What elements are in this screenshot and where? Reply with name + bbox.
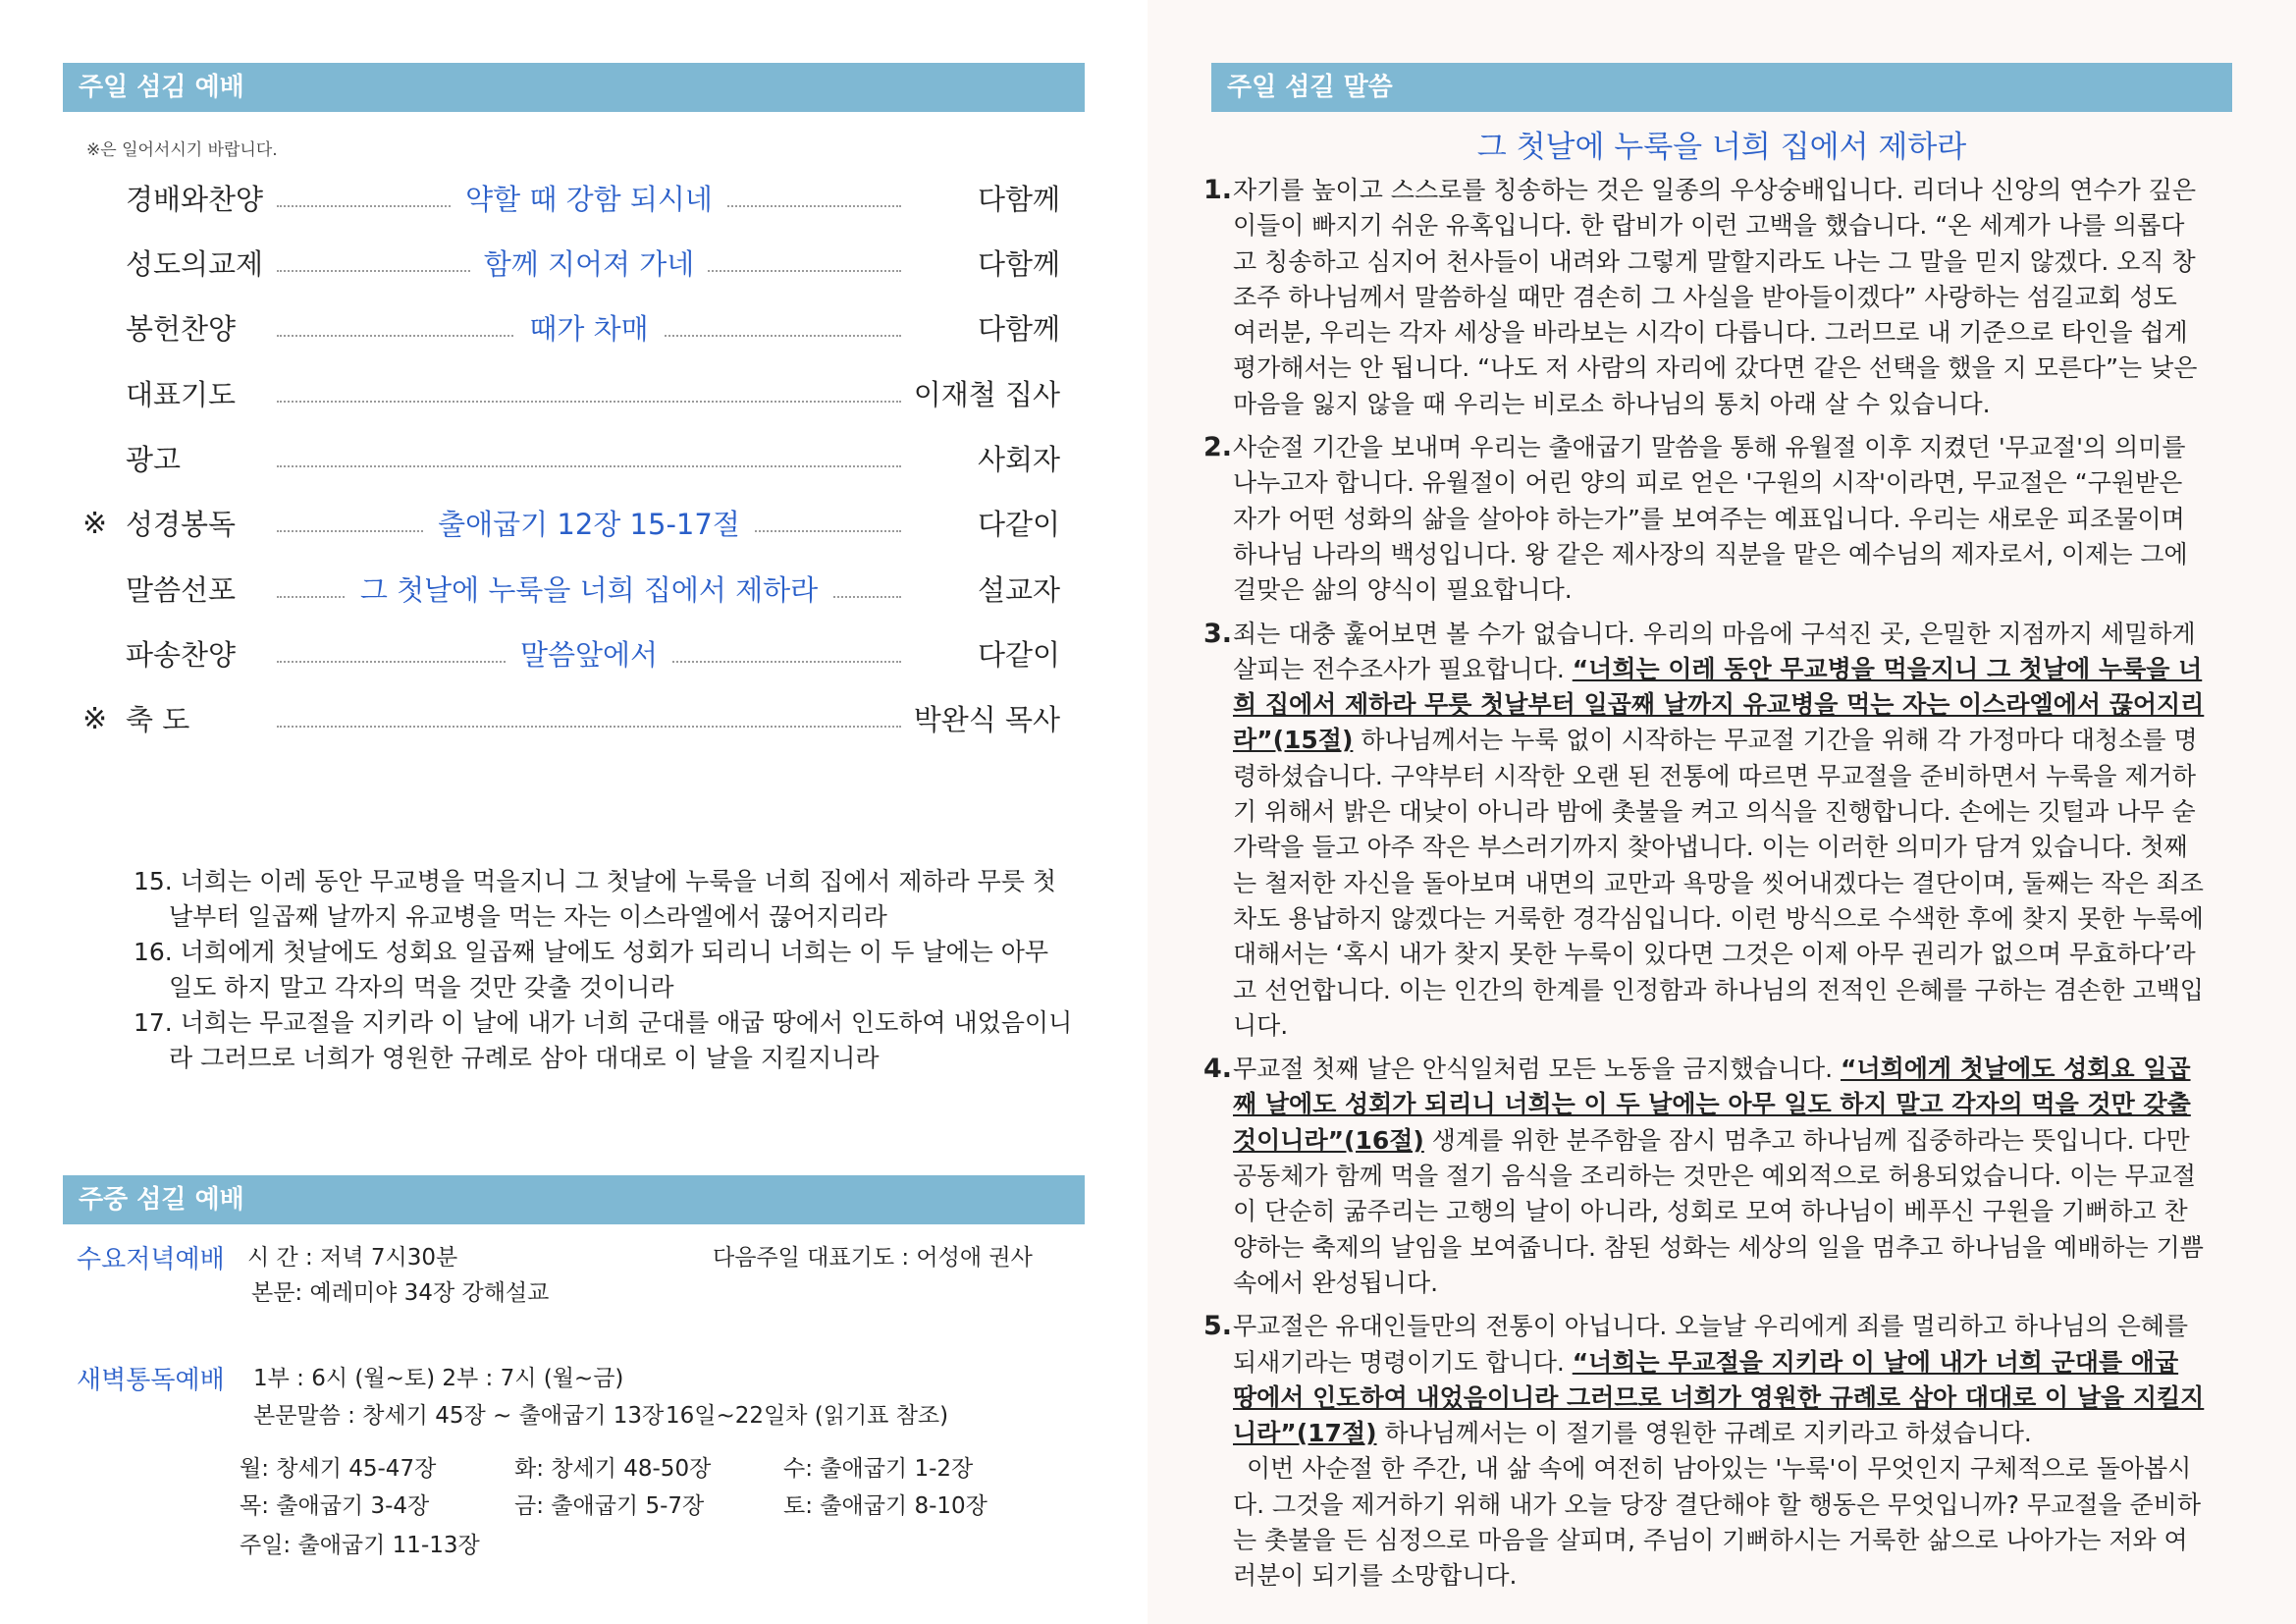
stand-note: ※은 일어서시기 바랍니다. (86, 140, 278, 160)
order-label: 성도의교제 (126, 247, 264, 281)
order-row (82, 180, 1060, 223)
dawn-label: 새벽통독예배 (77, 1366, 225, 1395)
order-row (82, 244, 1060, 288)
point-text-cont: 하나님께서는 누룩 없이 시작하는 무교절 기간을 위해 각 가정마다 대청소를 명령하셨습니다. 구약부터 시작한 오랜 된 전통에 따르면 무교절을 준비하면서 누룩을 제거하기 위해서 밝은 대낮이 아니라 밤에 촛불을 켜고 의식을 진행합니다. 손에는 깃털과 나무 숟가락을 들고 아주 작은 부스러기까지 찾아냅니다. 이는 이러한 의미가 담겨 있습니다. 첫째는 철저한 자신을 돌아보며 내면의 교만과 욕망을 씻어내겠다는 결단이며, 둘째는 작은 죄조차도 용납하지 않겠다는 거룩한 경각심입니다. 이런 방식으로 수색한 후에 찾지 못한 누룩에 대해서는 ‘혹시 내가 찾지 못한 누룩이 있다면 그것은 이제 아무 권리가 없으며 무효하다’라고 선언합니다. 이는 인간의 한계를 인정함과 하나님의 전적인 은혜를 구하는 겸손한 고백입니다. (1233, 726, 2204, 1040)
order-title-wrap (277, 180, 901, 219)
point-text: 사순절 기간을 보내며 우리는 출애굽기 말씀을 통해 유월절 이후 지켰던 '무교절'의 의미를 나누고자 합니다. 유월절이 어린 양의 피로 얻은 '구원의 시작'이라면, 무교절은 “구원받은 자가 어떤 성화의 삶을 살아야 하는가”를 보여주는 예표입니다. 우리는 새로운 피조물이며 하나님 나라의 백성입니다. 왕 같은 제사장의 직분을 맡은 예수님의 제자로서, 이제는 그에 걸맞은 삶의 양식이 필요합니다. (1233, 433, 2188, 605)
schedule-wed: 수: 출애굽기 1-2장 (783, 1456, 974, 1482)
order-label: 경배와찬양 (126, 183, 264, 216)
sermon-point (1203, 430, 2205, 608)
point-number: 1. (1203, 175, 1233, 205)
point-number: 3. (1203, 618, 1233, 649)
wednesday-time: 시 간 : 저녁 7시30분 (247, 1245, 458, 1271)
schedule-mon: 월: 창세기 45-47장 (240, 1456, 437, 1482)
order-label: 축 도 (126, 703, 190, 736)
order-title-wrap (277, 570, 901, 610)
schedule-sat: 토: 출애굽기 8-10장 (783, 1493, 988, 1519)
scripture-quote: “너희는 무교절을 지키라 이 날에 내가 너희 군대를 애굽 땅에서 인도하여 내었음이니라 그러므로 너희가 영원한 규례로 삼아 대대로 이 날을 지킬지니라”(17절) (1233, 1347, 2205, 1448)
scripture-quote: “너희는 이레 동안 무교병을 먹을지니 그 첫날에 누룩을 너희 집에서 제하라 무릇 첫날부터 일곱째 날까지 유교병을 먹는 자는 이스라엘에서 끊어지리라”(15절) (1233, 654, 2205, 755)
schedule-fri: 금: 출애굽기 5-7장 (514, 1493, 705, 1519)
sermon-point (1203, 173, 2205, 422)
point-text-cont: 하나님께서는 이 절기를 영원한 규례로 지키라고 하셨습니다. (1376, 1419, 2032, 1448)
order-row (82, 505, 1060, 548)
order-row (82, 700, 1060, 743)
dawn-days: 16일~22일차 (읽기표 참조) (666, 1403, 949, 1429)
dotted-leader (277, 401, 901, 403)
order-title: 함께 지어져 가네 (470, 247, 709, 281)
verse-16: 16. 너희에게 첫날에도 성회요 일곱째 날에도 성회가 되리니 너희는 이 두 날에는 아무 일도 하지 말고 각자의 먹을 것만 갖출 것이니라 (133, 938, 1049, 1001)
order-row (82, 375, 1060, 418)
point-text: 자기를 높이고 스스로를 칭송하는 것은 일종의 우상숭배입니다. 리더나 신앙의 연수가 깊은 이들이 빠지기 쉬운 유혹입니다. 한 랍비가 이런 고백을 했습니다. “온 세계가 나를 의롭다고 칭송하고 심지어 천사들이 내려와 그렇게 말할지라도 나는 그 말을 믿지 않겠다. 오직 창조주 하나님께서 말씀하실 때만 겸손히 그 사실을 받아들이겠다” 사랑하는 섬길교회 성도 여러분, 우리는 각자 세상을 바라보는 시각이 다릅니다. 그러므로 내 기준으로 타인을 쉽게 평가해서는 안 됩니다. “나도 저 사람의 자리에 갔다면 같은 선택을 했을 지 모른다”는 낮은 마음을 잃지 않을 때 우리는 비로소 하나님의 통치 아래 살 수 있습니다. (1233, 176, 2198, 418)
point-text: 죄는 대충 훑어보면 볼 수가 없습니다. 우리의 마음에 구석진 곳, 은밀한 지점까지 세밀하게 살피는 전수조사가 필요합니다. (1233, 619, 2196, 683)
sermon-points (1203, 173, 2205, 1602)
verse-15: 15. 너희는 이레 동안 무교병을 먹을지니 그 첫날에 누룩을 너희 집에서 제하라 무릇 첫날부터 일곱째 날까지 유교병을 먹는 자는 이스라엘에서 끊어지리라 (133, 867, 1057, 931)
schedule-thu: 목: 출애굽기 3-4장 (240, 1493, 430, 1519)
scripture-quote: “너희에게 첫날에도 성회요 일곱째 날에도 성회가 되리니 너희는 이 두 날에는 아무 일도 하지 말고 각자의 먹을 것만 갖출 것이니라”(16절) (1233, 1055, 2191, 1155)
order-title: 약할 때 강함 되시네 (452, 183, 726, 216)
point-number: 4. (1203, 1054, 1233, 1085)
order-title-wrap (277, 505, 901, 544)
order-who: 다함께 (977, 312, 1060, 346)
order-who: 설교자 (977, 573, 1060, 607)
dawn-text: 본문말씀 : 창세기 45장 ~ 출애굽기 13장 (253, 1403, 665, 1429)
next-prayer: 다음주일 대표기도 : 어성애 권사 (713, 1245, 1033, 1271)
sermon-point (1203, 617, 2205, 1045)
sermon-point (1203, 1309, 2205, 1594)
point-number: 2. (1203, 432, 1233, 463)
order-title: 그 첫날에 누룩을 너희 집에서 제하라 (347, 573, 831, 607)
scripture-verses (133, 864, 1076, 1076)
order-label: 말씀선포 (126, 573, 237, 607)
order-mark: ※ (82, 507, 108, 541)
point-text-cont: 생계를 위한 분주함을 잠시 멈추고 하나님께 집중하라는 뜻입니다. 다만 공동체가 함께 먹을 절기 음식을 조리하는 것만은 예외적으로 허용되었습니다. 이는 무교절이 단순히 굶주리는 고행의 날이 아니라, 성회로 모여 하나님이 베푸신 구원을 기뻐하고 찬양하는 축제의 날임을 보여줍니다. 참된 성화는 세상의 일을 멈추고 하나님을 예배하는 기쁨 속에서 완성됩니다. (1233, 1125, 2204, 1297)
order-who: 이재철 집사 (913, 378, 1060, 411)
point-number: 5. (1203, 1311, 1233, 1342)
point-text: 무교절은 유대인들만의 전통이 아닙니다. 오늘날 우리에게 죄를 멀리하고 하나님의 은혜를 되새기라는 명령이기도 합니다. (1233, 1312, 2189, 1377)
sermon-title: 그 첫날에 누룩을 너희 집에서 제하라 (1476, 130, 1967, 165)
verse-17: 17. 너희는 무교절을 지키라 이 날에 내가 너희 군대를 애굽 땅에서 인도하여 내었음이니라 그러므로 너희가 영원한 규례로 삼아 대대로 이 날을 지킬지니라 (133, 1008, 1073, 1072)
order-who: 다같이 (977, 638, 1060, 672)
dawn-times: 1부 : 6시 (월~토) 2부 : 7시 (월~금) (253, 1366, 624, 1391)
weekday-section-title: 주중 섬길 예배 (63, 1175, 1085, 1224)
worship-section-title: 주일 섬김 예배 (63, 63, 1085, 112)
sermon-point (1203, 1052, 2205, 1301)
order-title-wrap (277, 309, 901, 349)
order-title: 말씀앞에서 (507, 638, 671, 672)
order-who: 다함께 (977, 247, 1060, 281)
order-who: 박완식 목사 (913, 703, 1060, 736)
order-label: 대표기도 (126, 378, 237, 411)
order-title: 출애굽기 12장 15-17절 (424, 508, 754, 541)
order-mark: ※ (82, 702, 108, 736)
order-label: 성경봉독 (126, 508, 237, 541)
order-label: 봉헌찬양 (126, 312, 237, 346)
order-title-wrap (277, 635, 901, 675)
wednesday-label: 수요저녁예배 (77, 1245, 225, 1274)
closing-paragraph: 이번 사순절 한 주간, 내 삶 속에 여전히 남아있는 '누룩'이 무엇인지 구체적으로 돌아봅시다. 그것을 제거하기 위해 내가 오늘 당장 결단해야 할 행동은 무엇입니까? 무교절을 준비하는 촛불을 든 심정으로 마음을 살피며, 주님이 기뻐하시는 거룩한 삶으로 나아가는 저와 여러분이 되기를 소망합니다. (1233, 1454, 2201, 1591)
wednesday-text: 본문: 예레미야 34장 강해설교 (251, 1280, 550, 1306)
order-row (82, 635, 1060, 678)
order-label: 파송찬양 (126, 638, 237, 672)
order-title: 때가 차매 (515, 312, 662, 346)
schedule-sun: 주일: 출애굽기 11-13장 (240, 1533, 480, 1558)
dotted-leader (277, 726, 901, 728)
order-label: 광고 (126, 443, 182, 476)
order-row (82, 440, 1060, 483)
schedule-tue: 화: 창세기 48-50장 (514, 1456, 712, 1482)
order-title-wrap (277, 244, 901, 284)
order-who: 다같이 (977, 508, 1060, 541)
sermon-section-title: 주일 섬길 말씀 (1211, 63, 2232, 112)
point-text: 무교절 첫째 날은 안식일처럼 모든 노동을 금지했습니다. (1233, 1055, 1842, 1084)
order-who: 다함께 (977, 183, 1060, 216)
order-row (82, 570, 1060, 614)
order-who: 사회자 (977, 443, 1060, 476)
dotted-leader (277, 465, 901, 467)
order-row (82, 309, 1060, 352)
